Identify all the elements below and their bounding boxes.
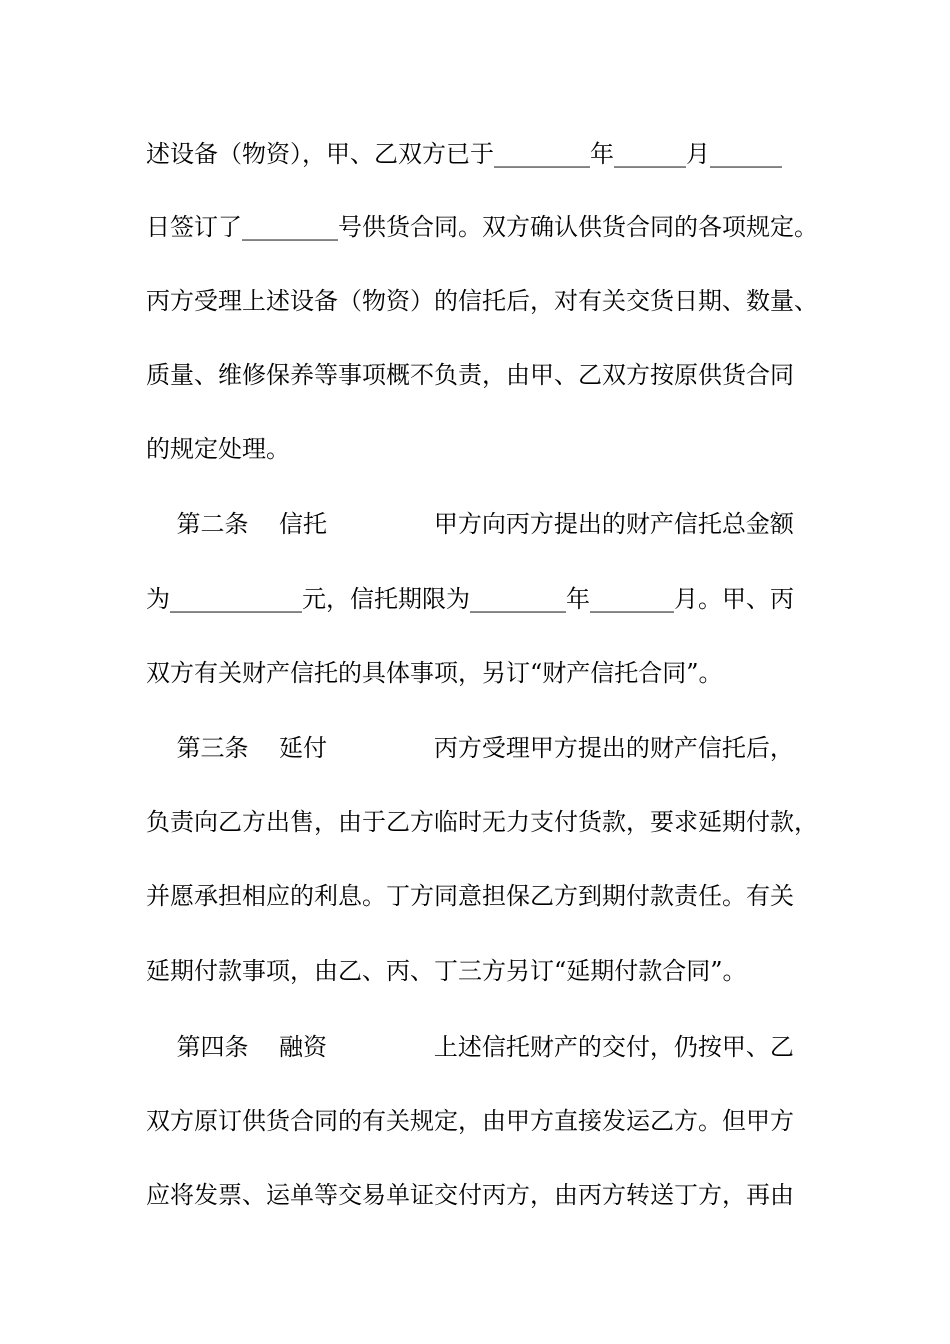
text-line: 丙方受理上述设备（物资）的信托后，对有关交货日期、数量、	[146, 287, 818, 315]
text-line: 为___________元，信托期限为________年_______月。甲、丙	[146, 585, 794, 613]
text-line: 双方有关财产信托的具体事项，另订“财产信托合同”。	[146, 659, 723, 687]
text-line: 负责向乙方出售，由于乙方临时无力支付货款，要求延期付款，	[146, 808, 818, 836]
text-line: 应将发票、运单等交易单证交付丙方，由丙方转送丁方，再由	[146, 1181, 794, 1209]
article-two-heading-line: 第二条 信托 甲方向丙方提出的财产信托总金额	[146, 510, 794, 538]
text-line: 双方原订供货合同的有关规定，由甲方直接发运乙方。但甲方	[146, 1107, 794, 1135]
text-line: 的规定处理。	[146, 435, 290, 463]
text-line: 延期付款事项，由乙、丙、丁三方另订“延期付款合同”。	[146, 957, 747, 985]
text-line: 质量、维修保养等事项概不负责，由甲、乙双方按原供货合同	[146, 361, 794, 389]
text-line: 并愿承担相应的利息。丁方同意担保乙方到期付款责任。有关	[146, 882, 794, 910]
article-four-heading-line: 第四条 融资 上述信托财产的交付，仍按甲、乙	[146, 1033, 794, 1061]
text-line: 日签订了________号供货合同。双方确认供货合同的各项规定。	[146, 213, 818, 241]
article-three-heading-line: 第三条 延付 丙方受理甲方提出的财产信托后，	[146, 734, 794, 762]
text-line: 述设备（物资），甲、乙双方已于________年______月______	[146, 140, 782, 168]
